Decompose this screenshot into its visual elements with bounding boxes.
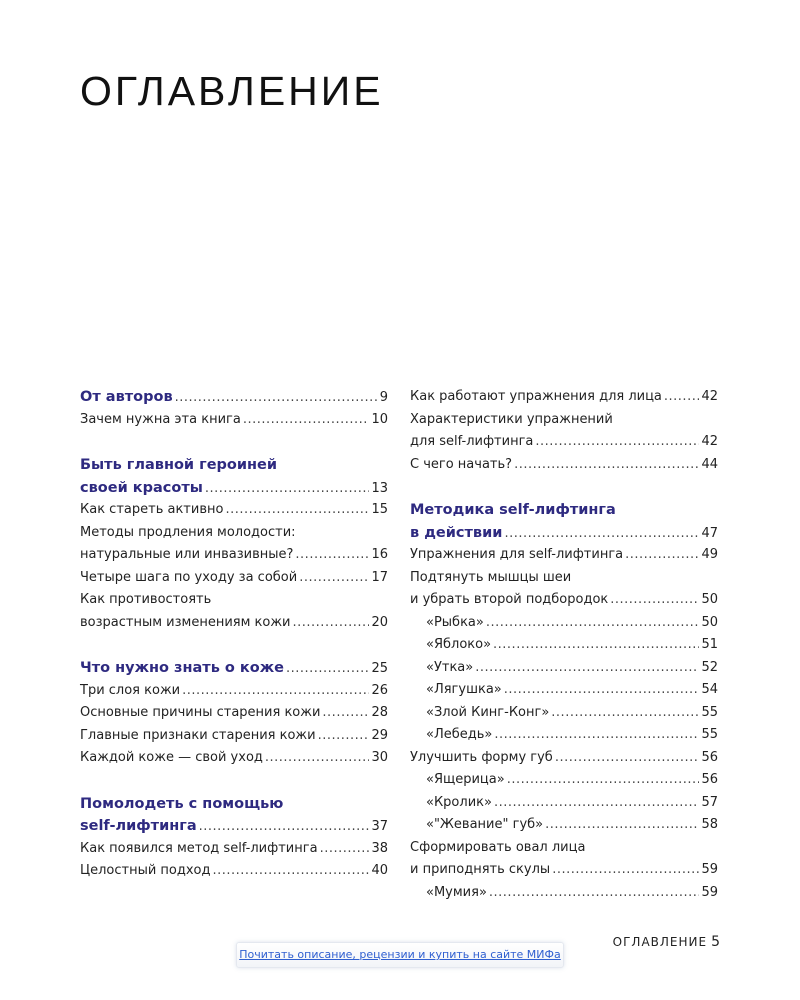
toc-dot-leader [475, 657, 699, 680]
toc-page-number: 52 [701, 659, 718, 675]
toc-entry[interactable] [80, 725, 388, 748]
toc-page-number: 56 [701, 749, 718, 765]
toc-dot-leader [199, 816, 370, 839]
toc-entry[interactable] [410, 386, 718, 409]
toc-dot-leader [494, 792, 700, 815]
toc-page-number: 49 [701, 547, 718, 562]
toc-dot-leader [318, 725, 370, 748]
toc-entry-label: для self-лифтинга [410, 434, 534, 449]
toc-dot-leader [493, 634, 699, 657]
toc-page-number: 13 [371, 480, 388, 496]
toc-page-number: 10 [371, 411, 388, 427]
toc-entry[interactable] [410, 409, 718, 432]
toc-entry[interactable] [80, 499, 388, 522]
toc-entry-label: Как появился метод self-лифтинга [80, 840, 318, 856]
toc-entry-label: Зачем нужна эта книга [80, 411, 241, 427]
toc-entry-label: Быть главной героиней [80, 457, 278, 473]
toc-entry-label: Методы продления молодости: [80, 524, 296, 540]
toc-entry-label: Основные причины старения кожи [80, 705, 321, 720]
toc-entry[interactable] [410, 792, 718, 815]
toc-page-number: 38 [371, 840, 388, 856]
toc-entry-label: Методика self-лифтинга [410, 502, 616, 518]
running-head [613, 934, 720, 950]
toc-dot-leader [320, 838, 370, 861]
toc-page-number: 51 [701, 637, 718, 652]
toc-dot-leader [175, 387, 378, 410]
toc-entry-label: Как противостоять [80, 592, 212, 607]
toc-entry[interactable] [410, 589, 718, 612]
toc-page-number: 9 [379, 390, 388, 405]
toc-entry[interactable] [80, 409, 388, 432]
toc-entry-label: «Ящерица» [426, 772, 505, 787]
toc-dot-leader [535, 431, 699, 454]
toc-entry[interactable] [410, 679, 718, 702]
toc-dot-leader [552, 859, 699, 882]
toc-dot-leader [205, 478, 370, 501]
toc-page-number: 30 [371, 750, 388, 765]
toc-page-number: 28 [371, 705, 388, 720]
toc-section-heading[interactable] [80, 386, 388, 409]
toc-dot-leader [555, 747, 700, 770]
toc-entry-label: натуральные или инвазивные? [80, 547, 294, 562]
toc-page-number: 16 [371, 547, 388, 562]
toc-dot-leader [507, 769, 700, 792]
toc-entry-label: своей красоты [80, 479, 203, 496]
toc-section-heading[interactable] [410, 522, 718, 545]
toc-entry-label: С чего начать? [410, 456, 513, 472]
toc-entry[interactable] [80, 747, 388, 770]
toc-entry[interactable] [410, 837, 718, 860]
toc-entry-label: «Лягушка» [426, 682, 502, 697]
toc-page-number: 44 [701, 456, 718, 472]
toc-entry-label: «Рыбка» [426, 614, 484, 630]
toc-page-number: 57 [701, 794, 718, 810]
toc-dot-leader [504, 679, 700, 702]
toc-entry-label: Четыре шага по уходу за собой [80, 569, 298, 585]
toc-entry[interactable] [80, 860, 388, 883]
toc-entry-label: Как работают упражнения для лица [410, 389, 662, 404]
toc-page-number: 25 [371, 661, 388, 676]
toc-entry-label: Главные признаки старения кожи [80, 727, 316, 743]
page-title: ОГЛАВЛЕНИЕ [80, 68, 384, 114]
toc-dot-leader [286, 658, 369, 681]
toc-entry-label: Помолодеть с помощью [80, 795, 284, 812]
toc-entry-label: Сформировать овал лица [410, 839, 586, 855]
toc-page-number: 59 [701, 884, 718, 900]
toc-entry[interactable] [410, 612, 718, 635]
toc-entry-label: «"Жевание" губ» [426, 817, 544, 832]
toc-entry-label: «Яблоко» [426, 637, 492, 652]
toc-entry-label: в действии [410, 524, 503, 541]
toc-dot-leader [504, 523, 699, 546]
toc-dot-leader [299, 567, 369, 590]
toc-section-heading[interactable] [410, 499, 718, 522]
toc-page-number: 42 [701, 434, 718, 449]
toc-entry[interactable] [410, 544, 718, 567]
toc-dot-leader [664, 386, 700, 409]
toc-entry[interactable] [80, 544, 388, 567]
toc-page-number: 40 [371, 863, 388, 878]
toc-entry-label: «Злой Кинг-Конг» [426, 704, 550, 720]
toc-page-number: 55 [701, 704, 718, 720]
toc-entry-label: «Лебедь» [426, 727, 493, 742]
toc-dot-leader [489, 882, 700, 905]
toc-dot-leader [486, 612, 700, 635]
toc-entry-label: Целостный подход [80, 863, 211, 878]
toc-entry-label: «Мумия» [426, 884, 487, 900]
toc-entry-label: «Утка» [426, 659, 474, 675]
toc-entry[interactable] [80, 522, 388, 545]
toc-left-column [80, 386, 388, 883]
toc-dot-leader [265, 747, 370, 770]
toc-entry[interactable] [80, 838, 388, 861]
buy-on-mif-link[interactable]: Почитать описание, рецензии и купить на сайте МИФа [236, 942, 564, 968]
toc-entry-label: self-лифтинга [80, 818, 197, 834]
toc-section-heading[interactable] [80, 657, 388, 680]
toc-page-number: 58 [701, 817, 718, 832]
toc-page-number: 50 [701, 592, 718, 607]
toc-entry[interactable] [410, 769, 718, 792]
running-head-title: ОГЛАВЛЕНИЕ [612, 935, 708, 949]
toc-entry[interactable] [410, 747, 718, 770]
toc-entry-label: От авторов [80, 389, 173, 405]
page-number: 5 [711, 934, 720, 950]
toc-dot-leader [514, 454, 699, 477]
toc-entry-label: Как стареть активно [80, 502, 224, 517]
toc-entry-label: Характеристики упражнений [410, 411, 613, 427]
toc-entry[interactable] [80, 680, 388, 703]
toc-section-heading[interactable] [80, 454, 388, 477]
toc-right-column [410, 386, 718, 904]
toc-entry-label: и приподнять скулы [410, 862, 551, 877]
toc-entry[interactable] [80, 702, 388, 725]
toc-entry[interactable] [410, 634, 718, 657]
toc-page-number: 54 [701, 682, 718, 697]
toc-entry[interactable] [410, 431, 718, 454]
toc-entry[interactable] [80, 612, 388, 635]
toc-entry[interactable] [410, 454, 718, 477]
toc-page-number: 50 [701, 614, 718, 630]
toc-entry-label: Что нужно знать о коже [80, 660, 284, 676]
toc-section-heading[interactable] [80, 477, 388, 500]
toc-dot-leader [610, 589, 699, 612]
toc-page-number: 47 [701, 525, 718, 541]
toc-page-number: 26 [371, 682, 388, 698]
toc-dot-leader [545, 814, 699, 837]
toc-page-number: 29 [371, 727, 388, 743]
toc-entry[interactable] [410, 859, 718, 882]
toc-page-number: 15 [371, 502, 388, 517]
toc-dot-leader [213, 860, 370, 883]
toc-entry[interactable] [410, 702, 718, 725]
toc-entry-label: Каждой коже — свой уход [80, 750, 263, 765]
toc-dot-leader [322, 702, 369, 725]
toc-dot-leader [182, 680, 369, 703]
toc-dot-leader [494, 724, 699, 747]
toc-dot-leader [225, 499, 369, 522]
toc-entry-label: возрастным изменениям кожи [80, 614, 291, 630]
toc-page-number: 42 [701, 389, 718, 404]
toc-dot-leader [551, 702, 699, 725]
toc-entry[interactable] [410, 882, 718, 905]
toc-page-number: 20 [371, 614, 388, 630]
toc-dot-leader [293, 612, 370, 635]
toc-page-number: 59 [701, 862, 718, 877]
toc-entry[interactable] [410, 724, 718, 747]
toc-entry-label: Три слоя кожи [80, 682, 181, 698]
toc-entry-label: «Кролик» [426, 794, 492, 810]
toc-entry-label: и убрать второй подбородок [410, 592, 609, 607]
toc-entry[interactable] [410, 657, 718, 680]
toc-entry[interactable] [80, 589, 388, 612]
toc-entry[interactable] [80, 567, 388, 590]
toc-section-heading[interactable] [80, 815, 388, 838]
toc-dot-leader [625, 544, 699, 567]
toc-section-heading[interactable] [80, 793, 388, 816]
toc-page-number: 55 [701, 727, 718, 742]
toc-page-number: 56 [701, 772, 718, 787]
toc-entry[interactable] [410, 814, 718, 837]
toc-entry-label: Улучшить форму губ [410, 749, 553, 765]
toc-entry-label: Подтянуть мышцы шеи [410, 569, 572, 585]
toc-entry[interactable] [410, 567, 718, 590]
toc-page-number: 17 [371, 569, 388, 585]
toc-dot-leader [243, 409, 370, 432]
toc-entry-label: Упражнения для self-лифтинга [410, 547, 624, 562]
toc-dot-leader [295, 544, 369, 567]
toc-page-number: 37 [371, 819, 388, 834]
